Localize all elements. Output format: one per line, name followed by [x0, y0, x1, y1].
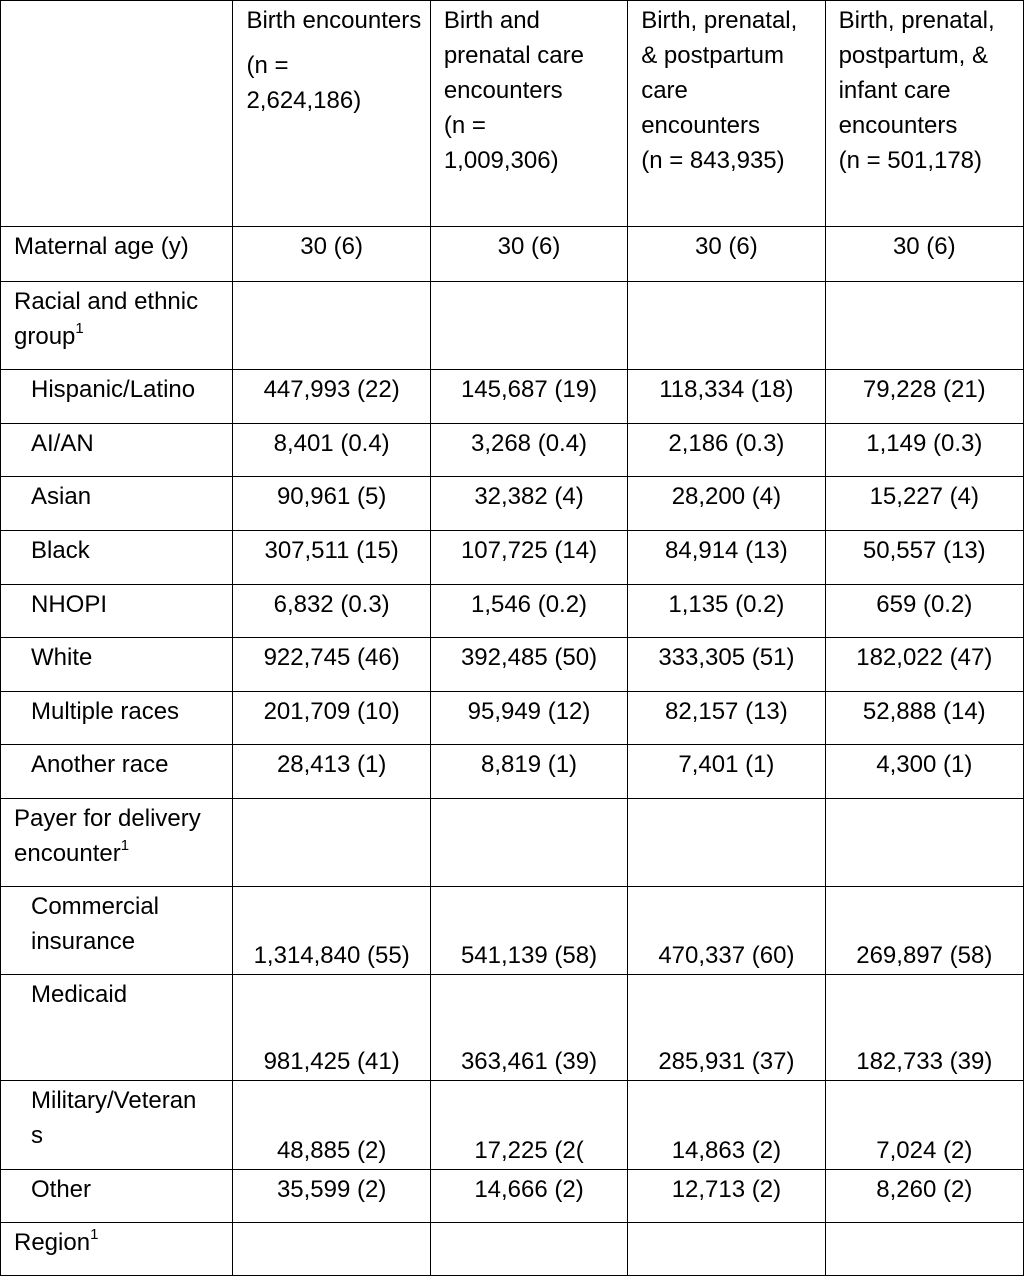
row-label-line-2: insurance — [31, 928, 136, 955]
cell-value: 84,914 (13) — [628, 531, 825, 585]
cell-value: 52,888 (14) — [825, 692, 1023, 745]
cell-value: 182,022 (47) — [825, 638, 1023, 692]
row-label: White — [1, 638, 233, 692]
cell-value: 447,993 (22) — [233, 370, 430, 424]
section-label — [1, 282, 233, 370]
cell-value: 541,139 (58) — [430, 887, 627, 975]
cell-value: 14,863 (2) — [628, 1081, 825, 1170]
cell-value: 30 (6) — [430, 227, 627, 282]
table-row-black — [1, 531, 1024, 585]
header-title-line-2: & postpartum — [641, 42, 784, 69]
empty-cell — [628, 282, 825, 370]
section-label-line-2: encounter — [14, 840, 121, 867]
cell-value: 922,745 (46) — [233, 638, 430, 692]
cell-value: 7,401 (1) — [628, 745, 825, 799]
cell-value: 28,200 (4) — [628, 477, 825, 531]
row-label: NHOPI — [1, 585, 233, 638]
cell-value: 8,260 (2) — [825, 1170, 1023, 1223]
table-row-nhopi — [1, 585, 1024, 638]
header-title-line-3: care — [641, 77, 688, 104]
cell-value: 118,334 (18) — [628, 370, 825, 424]
header-n-line-1: (n = — [246, 52, 289, 79]
header-title-line-1: Birth, prenatal, — [641, 7, 798, 34]
cell-value: 1,314,840 (55) — [233, 887, 430, 975]
cell-value: 95,949 (12) — [430, 692, 627, 745]
row-label: Multiple races — [1, 692, 233, 745]
section-label-line-1: Payer for delivery — [14, 805, 201, 832]
cell-value: 363,461 (39) — [430, 975, 627, 1081]
row-label: Black — [1, 531, 233, 585]
empty-cell — [825, 282, 1023, 370]
row-label — [1, 887, 233, 975]
table-row-military — [1, 1081, 1024, 1170]
header-title-line-3: infant care — [838, 77, 951, 104]
empty-cell — [233, 1223, 430, 1276]
cell-value: 30 (6) — [825, 227, 1023, 282]
footnote-marker: 1 — [90, 1226, 99, 1243]
cell-value: 48,885 (2) — [233, 1081, 430, 1170]
section-label-line-2: group — [14, 323, 76, 350]
table-row-another-race — [1, 745, 1024, 799]
header-empty-cell — [1, 1, 233, 227]
table-row-medicaid — [1, 975, 1024, 1081]
table-row-maternal-age — [1, 227, 1024, 282]
cell-value: 145,687 (19) — [430, 370, 627, 424]
cell-value: 35,599 (2) — [233, 1170, 430, 1223]
row-label: Another race — [1, 745, 233, 799]
footnote-marker: 1 — [75, 320, 84, 337]
cell-value: 90,961 (5) — [233, 477, 430, 531]
cell-value: 182,733 (39) — [825, 975, 1023, 1081]
empty-cell — [233, 799, 430, 887]
header-birth-prenatal — [430, 1, 627, 227]
table-row-commercial — [1, 887, 1024, 975]
header-title-line-2: prenatal care — [443, 42, 584, 69]
cell-value: 981,425 (41) — [233, 975, 430, 1081]
cell-value: 1,149 (0.3) — [825, 424, 1023, 477]
header-n: (n = 843,935) — [641, 147, 785, 174]
cell-value: 8,401 (0.4) — [233, 424, 430, 477]
cell-value: 14,666 (2) — [430, 1170, 627, 1223]
cell-value: 15,227 (4) — [825, 477, 1023, 531]
cell-value: 32,382 (4) — [430, 477, 627, 531]
cell-value: 8,819 (1) — [430, 745, 627, 799]
section-label-text: Region — [14, 1229, 91, 1256]
header-n-line-2: 1,009,306) — [443, 147, 559, 174]
section-label-line-1: Racial and ethnic — [14, 288, 199, 315]
cell-value: 79,228 (21) — [825, 370, 1023, 424]
table-row-white — [1, 638, 1024, 692]
empty-cell — [628, 799, 825, 887]
empty-cell — [628, 1223, 825, 1276]
footnote-marker: 1 — [120, 837, 130, 854]
section-label — [1, 1223, 233, 1276]
row-label: Maternal age (y) — [1, 227, 233, 282]
cell-value: 107,725 (14) — [430, 531, 627, 585]
cell-value: 333,305 (51) — [628, 638, 825, 692]
cell-value: 28,413 (1) — [233, 745, 430, 799]
cell-value: 12,713 (2) — [628, 1170, 825, 1223]
header-n: (n = 501,178) — [838, 147, 983, 174]
cell-value: 307,511 (15) — [233, 531, 430, 585]
header-n-line-2: 2,624,186) — [246, 87, 362, 114]
row-label: AI/AN — [1, 424, 233, 477]
cell-value: 470,337 (60) — [628, 887, 825, 975]
row-label-line-1: Military/Veteran — [31, 1087, 197, 1114]
section-row-race — [1, 282, 1024, 370]
header-row — [1, 1, 1024, 227]
cell-value: 201,709 (10) — [233, 692, 430, 745]
cell-value: 4,300 (1) — [825, 745, 1023, 799]
row-label: Other — [1, 1170, 233, 1223]
header-title-line-4: encounters — [641, 112, 760, 139]
table-row-other — [1, 1170, 1024, 1223]
empty-cell — [825, 1223, 1023, 1276]
cell-value: 30 (6) — [628, 227, 825, 282]
row-label-line-1: Commercial — [31, 893, 160, 920]
section-label — [1, 799, 233, 887]
row-label: Asian — [1, 477, 233, 531]
cell-value: 285,931 (37) — [628, 975, 825, 1081]
header-birth-prenatal-postpartum — [628, 1, 825, 227]
cell-value: 82,157 (13) — [628, 692, 825, 745]
cell-value: 7,024 (2) — [825, 1081, 1023, 1170]
header-title-line-1: Birth, prenatal, — [838, 7, 995, 34]
cell-value: 1,135 (0.2) — [628, 585, 825, 638]
cell-value: 2,186 (0.3) — [628, 424, 825, 477]
header-title-line-4: encounters — [838, 112, 958, 139]
header-birth-encounters — [233, 1, 430, 227]
table-row-multiple-races — [1, 692, 1024, 745]
empty-cell — [430, 282, 627, 370]
cell-value: 6,832 (0.3) — [233, 585, 430, 638]
empty-cell — [233, 282, 430, 370]
cell-value: 1,546 (0.2) — [430, 585, 627, 638]
table-row-hispanic — [1, 370, 1024, 424]
section-row-region — [1, 1223, 1024, 1276]
row-label — [1, 1081, 233, 1170]
cell-value: 3,268 (0.4) — [430, 424, 627, 477]
cell-value: 269,897 (58) — [825, 887, 1023, 975]
header-title: Birth encounters — [246, 7, 422, 34]
section-row-payer — [1, 799, 1024, 887]
empty-cell — [825, 799, 1023, 887]
cell-value: 30 (6) — [233, 227, 430, 282]
cell-value: 392,485 (50) — [430, 638, 627, 692]
cell-value: 659 (0.2) — [825, 585, 1023, 638]
cell-value: 50,557 (13) — [825, 531, 1023, 585]
cell-value: 17,225 (2( — [430, 1081, 627, 1170]
table-row-asian — [1, 477, 1024, 531]
header-title-line-1: Birth and — [443, 7, 540, 34]
table-row-aian — [1, 424, 1024, 477]
empty-cell — [430, 799, 627, 887]
header-n-line-1: (n = — [443, 112, 486, 139]
header-birth-prenatal-postpartum-infant — [825, 1, 1023, 227]
header-title-line-2: postpartum, & — [838, 42, 988, 69]
row-label-line-2: s — [31, 1122, 43, 1149]
row-label: Hispanic/Latino — [1, 370, 233, 424]
header-title-line-3: encounters — [443, 77, 563, 104]
empty-cell — [430, 1223, 627, 1276]
row-label: Medicaid — [1, 975, 233, 1081]
